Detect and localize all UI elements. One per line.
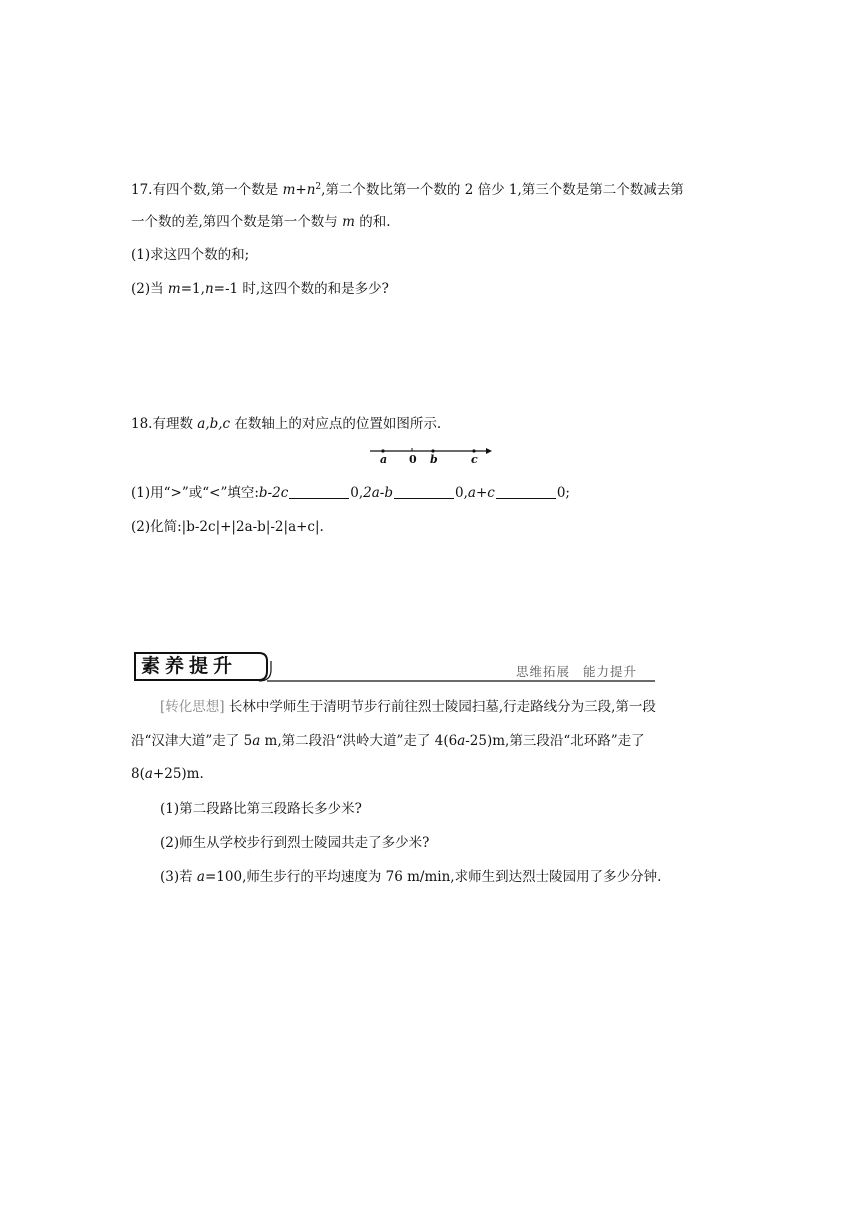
number-line-label-a: a: [380, 453, 388, 466]
number-line-figure: [368, 446, 494, 472]
section-title: 素养提升: [141, 655, 238, 677]
number-line-label-c: c: [471, 453, 478, 466]
problem-q1: (1)第二段路比第三段路长多少米?: [160, 801, 362, 817]
q17-part2: (2)当 m=1,n=-1 时,这四个数的和是多少?: [131, 281, 389, 297]
number-line-label-zero: 0: [409, 453, 417, 466]
q17-line2: 一个数的差,第四个数是第一个数与 m 的和.: [131, 214, 391, 230]
problem-tag: [转化思想]: [160, 699, 225, 715]
q18-part1: (1)用“>”或“<”填空:b-2c 0,2a-b 0,a+c 0;: [131, 485, 570, 501]
problem-line1: [转化思想] 长林中学师生于清明节步行前往烈士陵园扫墓,行走路线分为三段,第一段: [160, 699, 656, 715]
answer-blank-3[interactable]: [496, 486, 556, 499]
answer-blank-2[interactable]: [394, 486, 454, 499]
problem-q2: (2)师生从学校步行到烈士陵园共走了多少米?: [160, 835, 430, 851]
q18-intro: 18.有理数 a,b,c 在数轴上的对应点的位置如图所示.: [131, 416, 442, 432]
q18-part2: (2)化简:|b-2c|+|2a-b|-2|a+c|.: [131, 519, 324, 535]
q17-part1: (1)求这四个数的和;: [131, 247, 250, 263]
q17-line1: 17.有四个数,第一个数是 $m+n^2$,第二个数比第一个数的 2 倍少 1,第三个数是第二个数减去第: [131, 182, 684, 198]
problem-line3: 8(a+25)m.: [131, 766, 204, 782]
section-subtitle: 思维拓展 能力提升: [516, 664, 637, 679]
section-banner: [131, 648, 655, 688]
problem-q3: (3)若 a=100,师生步行的平均速度为 76 m/min,求师生到达烈士陵园用了多少分钟.: [160, 869, 662, 885]
number-line-label-b: b: [430, 453, 438, 466]
problem-line2: 沿“汉津大道”走了 5a m,第二段沿“洪岭大道”走了 4(6a-25)m,第三段沿“北环路”走了: [131, 733, 645, 749]
answer-blank-1[interactable]: [289, 486, 349, 499]
